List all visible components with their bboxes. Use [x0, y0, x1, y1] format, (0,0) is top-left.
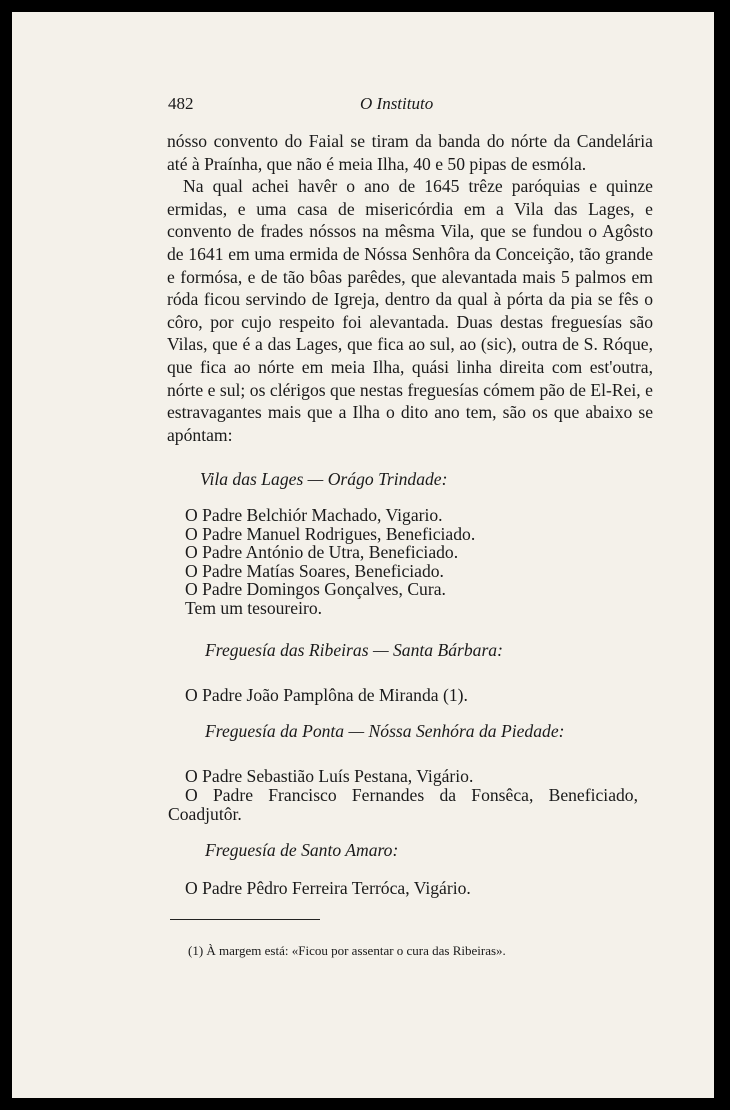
- section-heading-ponta: Freguesía da Ponta — Nóssa Senhóra da Piedade:: [205, 721, 565, 741]
- page-number: 482: [168, 94, 194, 113]
- clergy-list-lages: [185, 506, 655, 617]
- running-title: O Instituto: [360, 94, 434, 113]
- list-item: O Padre Pêdro Ferreira Terróca, Vigário.: [185, 878, 471, 898]
- page-header: [168, 94, 468, 118]
- clergy-list-ponta: [168, 766, 655, 824]
- paragraph-1: nósso convento do Faial se tiram da banda do nórte da Candelária até à Praínha, que não é meia Ilha, 40 e 50 pipas de esmóla.: [167, 131, 653, 174]
- list-item: O Padre António de Utra, Beneficiado.: [185, 542, 459, 562]
- list-item: Tem um tesoureiro.: [185, 597, 323, 618]
- list-item: O Padre Francisco Fernandes da Fonsêca, Beneficiado, Coadjutôr.: [168, 785, 638, 824]
- section-heading-lages: Vila das Lages — Orágo Trindade:: [200, 469, 448, 489]
- footnote-divider: [170, 919, 320, 920]
- section-heading-santo-amaro: Freguesía de Santo Amaro:: [205, 840, 399, 860]
- paragraph-2: Na qual achei havêr o ano de 1645 trêze paróquias e quinze ermidas, e uma casa de misericórdia em a Vila das Lages, e convento de frades nóssos na mêsma Vila, que se fundou o Agôsto de 1641 em uma ermida de Nóssa Senhôra da Conceição, tão grande e formósa, e de tão bôas parêdes, que alevantada mais 5 palmos em róda ficou servindo de Igreja, dentro da qual à pórta da pia se fês o côro, por cujo respeito foi alevantada. Duas destas freguesías são Vilas, que é a das Lages, que fica ao sul, ao (sic), outra de S. Róque, que fica ao nórte em meia Ilha, quási linha direita com est'outra, nórte e sul; os clérigos que nestas freguesías cómem pão de El-Rei, e estravagantes mais que a Ilha o dito ano tem, são os que abaixo se apóntam:: [167, 176, 653, 445]
- footnote: (1) À margem está: «Ficou por assentar o cura das Ribeiras».: [188, 943, 506, 958]
- list-item: O Padre Manuel Rodrigues, Beneficiado.: [185, 523, 476, 544]
- list-item: O Padre Belchiór Machado, Vigario.: [185, 505, 443, 525]
- list-item: O Padre Sebastião Luís Pestana, Vigário.: [185, 766, 474, 786]
- list-item: O Padre Domingos Gonçalves, Cura.: [185, 579, 446, 599]
- list-item: O Padre Matías Soares, Beneficiado.: [185, 560, 444, 581]
- body-text: [167, 130, 653, 446]
- section-heading-ribeiras: Freguesía das Ribeiras — Santa Bárbara:: [205, 640, 503, 660]
- list-item: O Padre João Pamplôna de Miranda (1).: [185, 685, 468, 705]
- book-page: [12, 12, 714, 1098]
